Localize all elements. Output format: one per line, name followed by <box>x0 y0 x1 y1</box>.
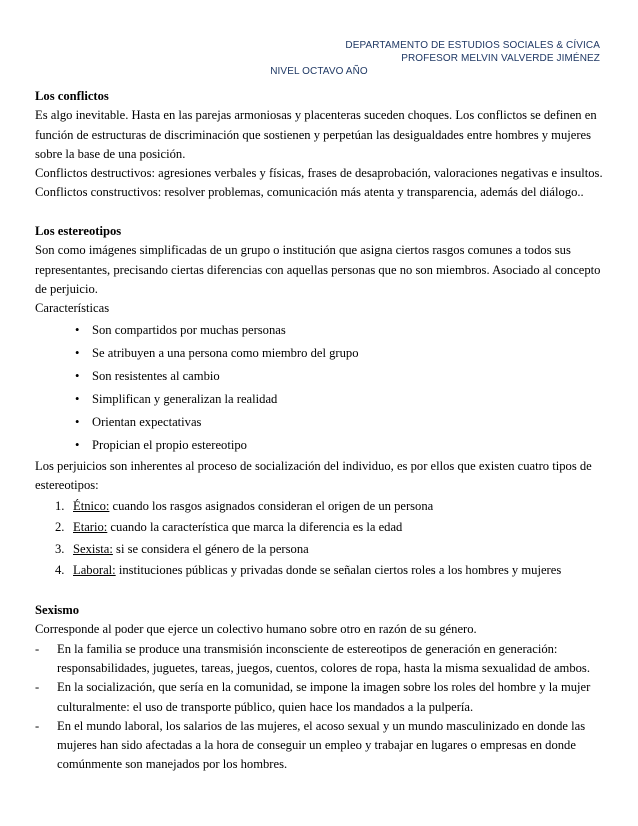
list-item <box>55 539 610 561</box>
list-item: • Orientan expectativas <box>75 411 610 434</box>
types-list <box>35 496 610 582</box>
item-number: 4. <box>55 563 65 578</box>
type-term: Étnico: <box>73 498 110 513</box>
stereotypes-definition: Son como imágenes simplificadas de un grupo o institución que asigna ciertos rasgos comunes a todos sus representantes, precisando ciertas diferencias con aquellas personas que no son miembros. Asociado al concepto de perjuicio. <box>35 243 601 296</box>
features-list <box>35 319 610 458</box>
sexism-title: Sexismo <box>35 603 80 618</box>
dash-marker: - <box>35 680 40 695</box>
header-teacher: PROFESOR MELVIN VALVERDE JIMÉNEZ <box>401 53 600 64</box>
conflicts-title: Los conflictos <box>35 89 109 103</box>
list-item: • Son compartidos por muchas personas <box>75 319 610 342</box>
type-description: cuando la característica que marca la diferencia es la edad <box>107 520 403 535</box>
stereotypes-features-label: Características <box>35 301 110 316</box>
list-item: • Propician el propio estereotipo <box>75 434 610 457</box>
type-term: Etario: <box>73 520 108 535</box>
list-item <box>35 640 610 679</box>
dash-marker: - <box>35 718 40 733</box>
stereotypes-title: Los estereotipos <box>35 224 122 239</box>
type-term: Laboral: <box>73 563 116 578</box>
header-level: NIVEL OCTAVO AÑO <box>270 66 368 77</box>
sexism-item-socialization: En la socialización, que sería en la comunidad, se impone la imagen sobre los roles del hombre y la mujer culturalmente: el uso de transporte público, quien hace los mandados a la pulpería. <box>57 680 591 714</box>
type-description: cuando los rasgos asignados consideran el origen de un persona <box>109 498 434 513</box>
list-item <box>35 717 610 775</box>
spacer <box>35 582 610 601</box>
conflicts-constructive: Conflictos constructivos: resolver problemas, comunicación más atenta y transparencia, además del diálogo.. <box>35 185 584 200</box>
item-number: 2. <box>55 520 65 535</box>
section-sexism <box>35 601 610 775</box>
list-item: • Son resistentes al cambio <box>75 365 610 388</box>
item-number: 1. <box>55 498 65 513</box>
list-item <box>55 496 610 518</box>
sexism-intro: Corresponde al poder que ejerce un colectivo humano sobre otro en razón de su género. <box>35 622 477 637</box>
dash-marker: - <box>35 641 40 656</box>
section-conflicts <box>35 87 610 203</box>
list-item <box>35 678 610 717</box>
type-description: instituciones públicas y privadas donde se señalan ciertos roles a los hombres y mujeres <box>115 563 562 578</box>
spacer <box>35 203 610 222</box>
list-item: • Se atribuyen a una persona como miembro del grupo <box>75 342 610 365</box>
conflicts-intro: Es algo inevitable. Hasta en las parejas armoniosas y placenteras suceden choques. Los conflictos se definen en función de estructuras de discriminación que sostienen y perpetúan las desigualdades entre hombres y mujeres sobre la base de una posición. <box>35 108 597 161</box>
list-item <box>55 560 610 582</box>
section-stereotypes <box>35 222 610 582</box>
sexism-item-work: En el mundo laboral, los salarios de las mujeres, el acoso sexual y un mundo masculinizado en donde las mujeres han sido afectadas a la hora de conseguir un empleo y trabajar en lugares o empresas en donde comúnmente son manejados por los hombres. <box>57 718 586 772</box>
sexism-item-family: En la familia se produce una transmisión inconsciente de estereotipos de generación en generación: responsabilidades, juguetes, tareas, juegos, cuentos, colores de ropa, hasta la misma sexualidad de ambos. <box>57 641 590 675</box>
conflicts-destructive: Conflictos destructivos: agresiones verbales y físicas, frases de desaprobación, valoraciones negativas e insultos. <box>35 166 603 181</box>
type-description: si se considera el género de la persona <box>112 541 309 556</box>
item-number: 3. <box>55 541 65 556</box>
type-term: Sexista: <box>73 541 113 556</box>
stereotypes-types-intro: Los perjuicios son inherentes al proceso de socialización del individuo, es por ellos que existen cuatro tipos de estereotipos: <box>35 459 592 493</box>
header-department: DEPARTAMENTO DE ESTUDIOS SOCIALES & CÍVICA <box>345 40 600 51</box>
document-body <box>35 87 610 775</box>
list-item <box>55 517 610 539</box>
list-item: • Simplifican y generalizan la realidad <box>75 388 610 411</box>
